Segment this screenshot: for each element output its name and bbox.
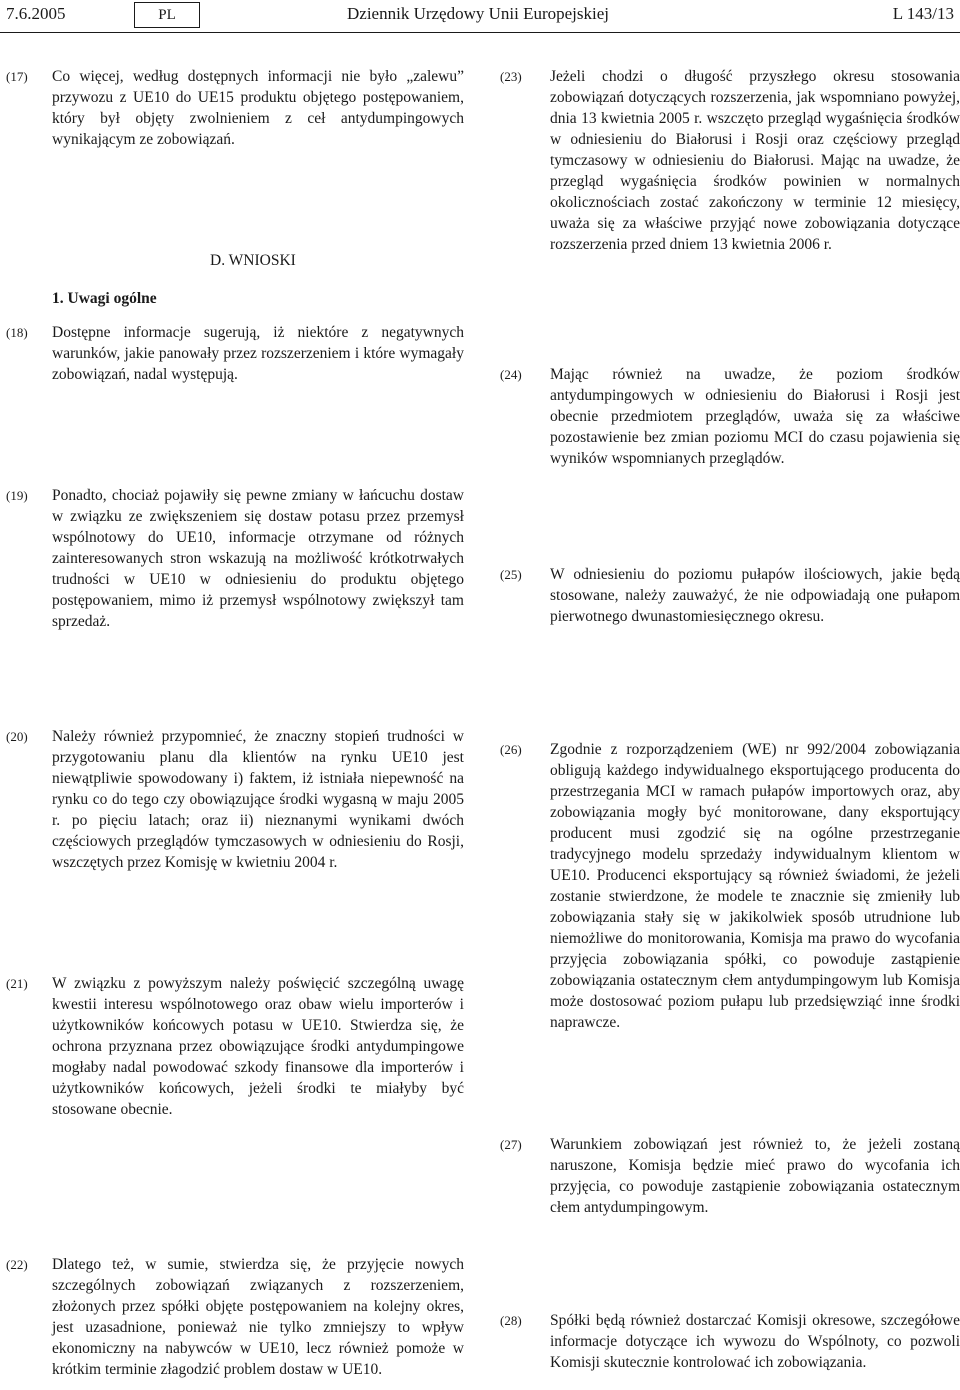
paragraph-number: (19) bbox=[6, 488, 28, 503]
paragraph-number: (28) bbox=[500, 1313, 522, 1328]
publication-date: 7.6.2005 bbox=[6, 4, 66, 23]
paragraph-text: W odniesieniu do poziomu pułapów ilościowych, jakie będą stosowane, należy zauważyć, że nie odpowiadają one pułapom pierwotnego dwunastomiesięcznego okresu. bbox=[550, 566, 960, 625]
paragraph-number: (22) bbox=[6, 1257, 28, 1272]
paragraph-text: W związku z powyższym należy poświęcić szczególną uwagę kwestii interesu wspólnotowego oraz obaw wielu importerów i użytkowników końcowych potasu w UE10. Stwierdza się, że ochrona przyznana przez obowiązujące środki antydumpingowe mogłaby nadal powodować szkody finansowe dla importerów i użytkowników końcowych, jeżeli środki te miałyby być stosowane obecnie. bbox=[52, 975, 464, 1118]
paragraph-number: (25) bbox=[500, 567, 522, 582]
paragraph-text: Ponadto, chociaż pojawiły się pewne zmiany w łańcuchu dostaw w związku ze zwiększeniem się dostaw potasu przez przemysł wspólnotowy do UE10, informacje otrzymane od różnych zainteresowanych stron wskazują na możliwość krótkotrwałych trudności w UE10 w odniesieniu do produktu objętego postępowaniem, mimo iż przemysł wspólnotowy zwiększył tam sprzedaż. bbox=[52, 487, 464, 630]
paragraph-number: (18) bbox=[6, 325, 28, 340]
paragraph-number: (17) bbox=[6, 69, 28, 84]
header-rule bbox=[0, 32, 960, 33]
paragraph-text: Mając również na uwadze, że poziom środków antydumpingowych w odniesieniu do Białorusi i Rosji jest obecnie przedmiotem przeglądów, uważa się za właściwe pozostawienie bez zmian poziomu MCI do czasu pojawienia się wyników wspomnianych przeglądów. bbox=[550, 366, 960, 467]
paragraph-text: Co więcej, według dostępnych informacji nie było „zalewu” przywozu z UE10 do UE15 produktu objętego postępowaniem, który był objęty zwolnieniem z ceł antydumpingowych wynikającym ze zobowiązań. bbox=[52, 68, 464, 148]
paragraph-number: (24) bbox=[500, 367, 522, 382]
section-subtitle bbox=[52, 288, 157, 309]
language-code-box: PL bbox=[134, 2, 200, 28]
paragraph-number: (23) bbox=[500, 69, 522, 84]
page-header bbox=[0, 0, 960, 34]
paragraph-text: Jeżeli chodzi o długość przyszłego okresu stosowania zobowiązań dotyczących rozszerzenia, jak wspomniano powyżej, dnia 13 kwietnia 2005 r. wszczęto przegląd wygaśnięcia środków w odniesieniu do Białorusi i Rosji oraz częściowy przegląd tymczasowy w odniesieniu do Białorusi. Mając na uwadze, że przegląd wygaśnięcia środków powinien w normalnych okolicznościach zostać zakończony w terminie 12 miesięcy, uważa się za właściwe przyjąć nowe zobowiązania dotyczące rozszerzenia przed dniem 13 kwietnia 2006 r. bbox=[550, 68, 960, 253]
section-subtitle-text: 1. Uwagi ogólne bbox=[52, 290, 157, 307]
paragraph-number: (21) bbox=[6, 976, 28, 991]
paragraph-text: Zgodnie z rozporządzeniem (WE) nr 992/2004 zobowiązania obligują każdego indywidualnego eksportującego producenta do przestrzegania MCI w ramach pułapów importowych oraz, aby zobowiązania mogły być monitorowane, dany eksportujący producent musi zgodzić się na ogólne przestrzeganie tradycyjnego modelu sprzedaży indywidualnym klientom w UE10. Producenci eksportujący są również świadomi, że jeżeli zostanie stwierdzone, że modele te znacznie się zmieniły lub zobowiązania stały się w jakikolwiek sposób utrudnione lub niemożliwe do monitorowania, Komisja ma prawo do wycofania przyjęcia zobowiązania spółki, co powoduje zastąpienie zobowiązania ostatecznym cłem antydumpingowym lub Komisja może dostosować poziom pułapu lub przedsięwziąć inne środki naprawcze. bbox=[550, 741, 960, 1031]
paragraph-text: Należy również przypomnieć, że znaczny stopień trudności w przygotowaniu planu dla klientów na rynku UE10 jest niewątpliwie spowodowany i) faktem, iż istniała niepewność na rynku co do tego czy obowiązujące środki wygasną w maju 2005 r. po pięciu latach; oraz ii) nieznanymi wynikami dwóch częściowych przeglądów tymczasowych w odniesieniu do Rosji, wszczętych przez Komisję w kwietniu 2004 r. bbox=[52, 728, 464, 871]
section-title bbox=[210, 250, 296, 271]
paragraph-text: Dlatego też, w sumie, stwierdza się, że przyjęcie nowych szczególnych zobowiązań związanych z rozszerzeniem, złożonych przez spółki objęte postępowaniem na kolejny okres, jest uzasadnione, ponieważ nie tylko zmniejszy to wpływ ekonomiczny na nabywców w UE10, lecz również pomoże w krótkim terminie złagodzić problem dostaw w UE10. bbox=[52, 1256, 464, 1378]
paragraph-number: (27) bbox=[500, 1137, 522, 1152]
paragraph-number: (26) bbox=[500, 742, 522, 757]
section-title-text: D. WNIOSKI bbox=[210, 252, 296, 269]
journal-title: Dziennik Urzędowy Unii Europejskiej bbox=[347, 4, 610, 23]
paragraph-number: (20) bbox=[6, 729, 28, 744]
paragraph-text: Spółki będą również dostarczać Komisji okresowe, szczegółowe informacje dotyczące ich wywozu do Wspólnoty, co pozwoli Komisji skutecznie kontrolować ich zobowiązania. bbox=[550, 1312, 960, 1371]
page-reference: L 143/13 bbox=[892, 4, 954, 23]
paragraph-text: Dostępne informacje sugerują, iż niektóre z negatywnych warunków, jakie panowały przez rozszerzeniem i które wymagały zobowiązań, nadal występują. bbox=[52, 324, 464, 383]
paragraph-text: Warunkiem zobowiązań jest również to, że jeżeli zostaną naruszone, Komisja będzie mieć prawo do wycofania ich przyjęcia, co powoduje zastąpienie zobowiązania ostatecznym cłem antydumpingowym. bbox=[550, 1136, 960, 1216]
